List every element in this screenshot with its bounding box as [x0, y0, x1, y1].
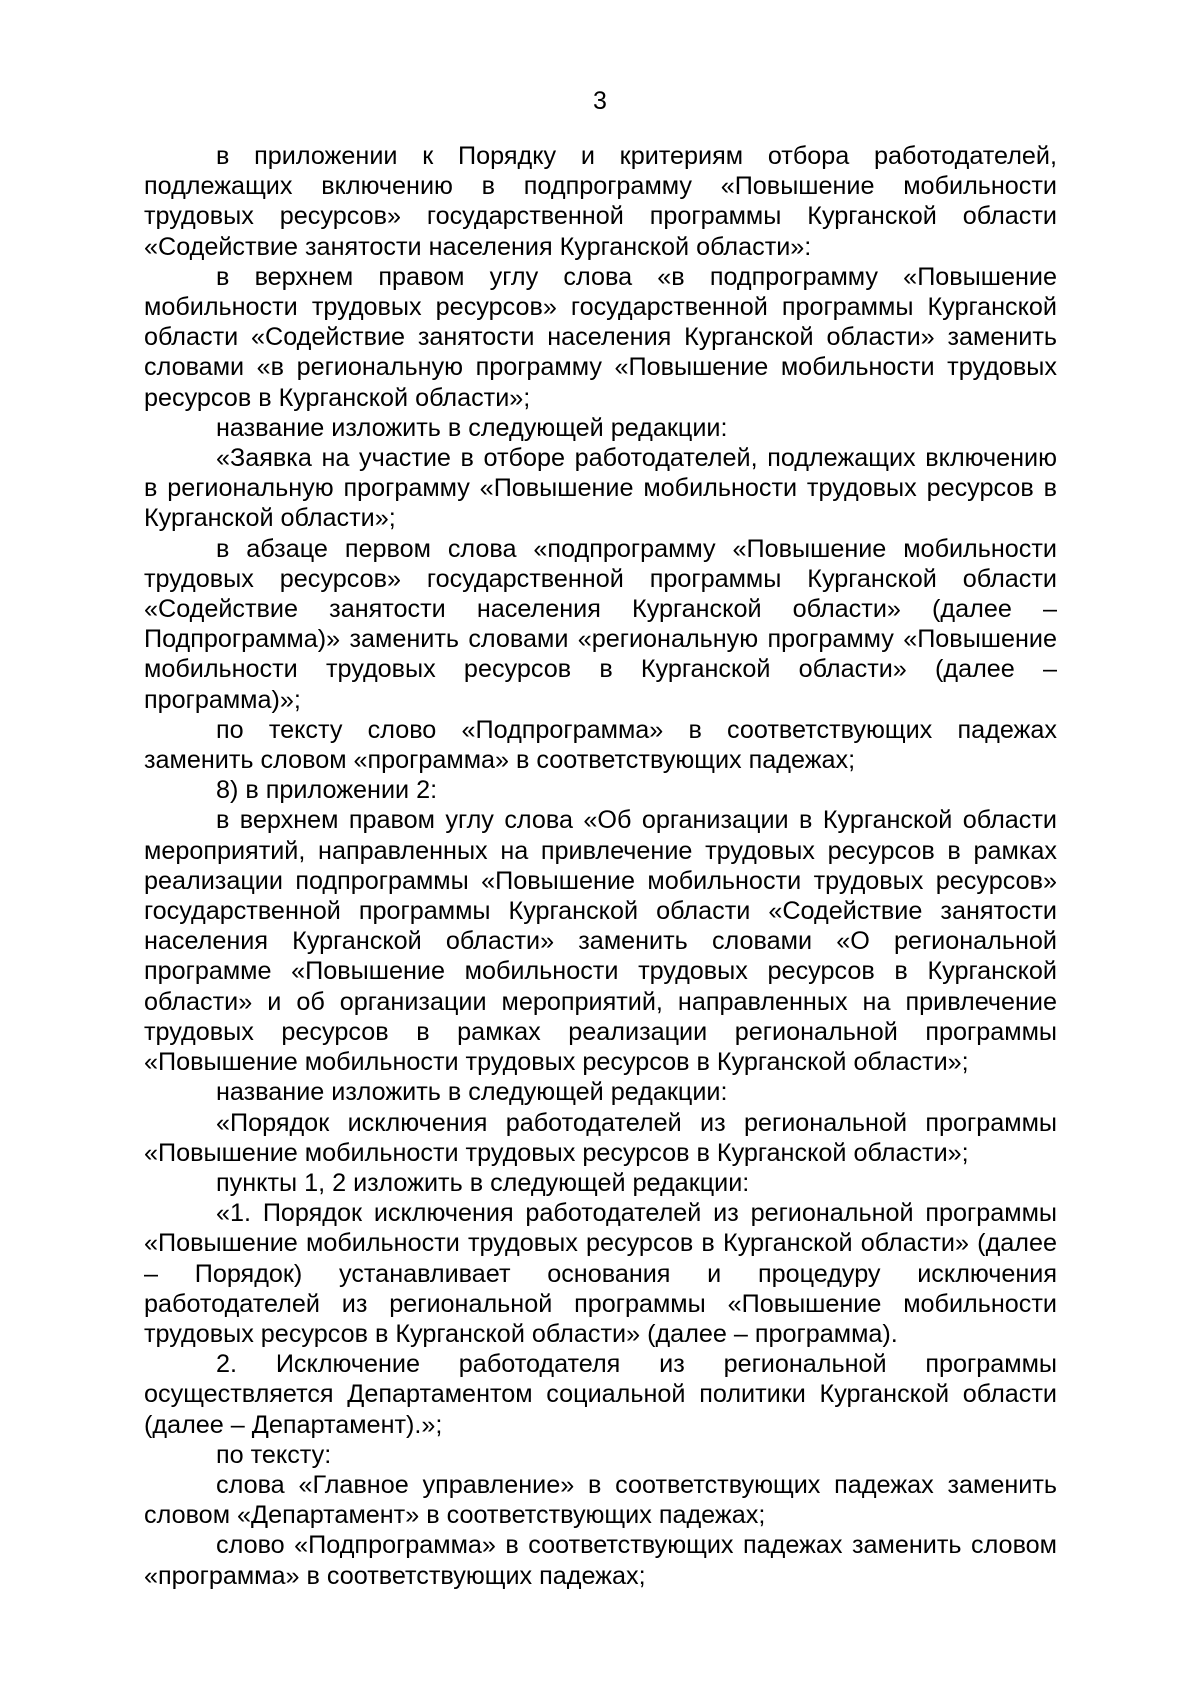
paragraph: «1. Порядок исключения работодателей из региональной программы «Повышение мобильности трудовых ресурсов в Курганской области» (далее – Порядок) устанавливает основания и процедуру исключения работодателей из региональной программы «Повышение мобильности трудовых ресурсов в Курганской области» (далее – программа). — [144, 1199, 1057, 1348]
document-body — [144, 141, 1057, 1591]
paragraph: «Заявка на участие в отборе работодателей, подлежащих включению в региональную программу «Повышение мобильности трудовых ресурсов в Курганской области»; — [144, 444, 1057, 533]
paragraph: пункты 1, 2 изложить в следующей редакции: — [216, 1168, 750, 1197]
paragraph: по тексту слово «Подпрограмма» в соответствующих падежах заменить словом «программа» в соответствующих падежах; — [144, 715, 1057, 775]
paragraph: по тексту: — [216, 1440, 332, 1469]
paragraph: 8) в приложении 2: — [216, 776, 438, 805]
paragraph: слово «Подпрограмма» в соответствующих падежах заменить словом «программа» в соответствующих падежах; — [144, 1531, 1057, 1590]
paragraph: название изложить в следующей редакции: — [216, 1078, 728, 1107]
paragraph: название изложить в следующей редакции: — [216, 413, 728, 442]
paragraph: 2. Исключение работодателя из региональной программы осуществляется Департаментом социальной политики Курганской области (далее – Департамент).»; — [144, 1350, 1057, 1439]
paragraph: в абзаце первом слова «подпрограмму «Повышение мобильности трудовых ресурсов» государственной программы Курганской области «Содействие занятости населения Курганской области» (далее – Подпрограмма)» заменить словами «региональную программу «Повышение мобильности трудовых ресурсов в Курганской области» (далее – программа)»; — [144, 534, 1057, 714]
paragraph: слова «Главное управление» в соответствующих падежах заменить словом «Департамент» в соответствующих падежах; — [144, 1470, 1057, 1530]
paragraph: в приложении к Порядку и критериям отбора работодателей, подлежащих включению в подпрограмму «Повышение мобильности трудовых ресурсов» государственной программы Курганской области «Содействие занятости населения Курганской области»: — [144, 142, 1057, 261]
paragraph: «Порядок исключения работодателей из региональной программы «Повышение мобильности трудовых ресурсов в Курганской области»; — [144, 1108, 1057, 1167]
page-number: 3 — [593, 87, 607, 115]
paragraph: в верхнем правом углу слова «Об организации в Курганской области мероприятий, направленных на привлечение трудовых ресурсов в рамках реализации подпрограммы «Повышение мобильности трудовых ресурсов» государственной программы Курганской области «Содействие занятости населения Курганской области» заменить словами «О региональной программе «Повышение мобильности трудовых ресурсов в Курганской области» и об организации мероприятий, направленных на привлечение трудовых ресурсов в рамках реализации региональной программы «Повышение мобильности трудовых ресурсов в Курганской области»; — [144, 806, 1057, 1077]
paragraph: в верхнем правом углу слова «в подпрограмму «Повышение мобильности трудовых ресурсов» государственной программы Курганской области «Содействие занятости населения Курганской области» заменить словами «в региональную программу «Повышение мобильности трудовых ресурсов в Курганской области»; — [144, 262, 1057, 412]
